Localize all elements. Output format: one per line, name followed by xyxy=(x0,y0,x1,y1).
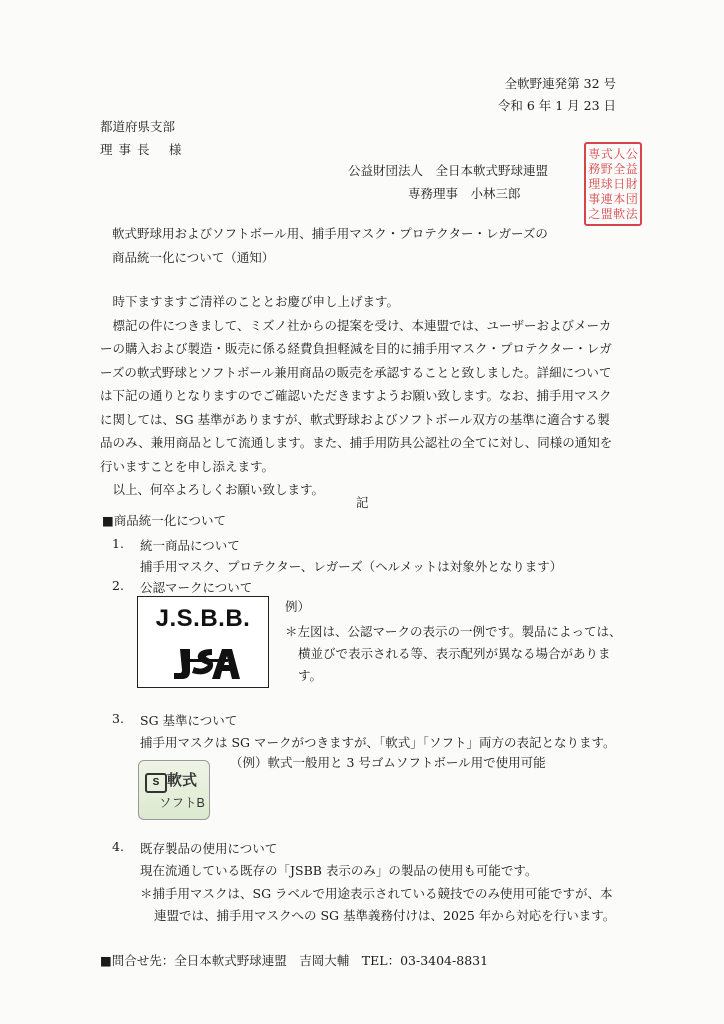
item-1-text: 捕手用マスク、プロテクター、レガーズ（ヘルメットは対象外となります） xyxy=(140,559,563,574)
contact-info: ■問合せ先：全日本軟式野球連盟 吉岡大輔 TEL：03-3404-8831 xyxy=(100,953,489,968)
seal-glyph: 盟 xyxy=(600,207,613,222)
sg-mark-icon: S xyxy=(145,773,167,793)
seal-glyph: 務 xyxy=(588,161,601,176)
item-3-number: 3. xyxy=(112,711,124,726)
seal-glyph: 軟 xyxy=(613,207,626,222)
item-3-text: 捕手用マスクは SG マークがつきますが、「軟式」「ソフト」両方の表記となります。 xyxy=(140,735,616,750)
item-1-number: 1. xyxy=(112,536,124,551)
official-seal xyxy=(584,142,642,226)
item-3-title: SG 基準について xyxy=(140,713,238,728)
seal-glyph: 益 xyxy=(625,161,638,176)
item-2-number: 2. xyxy=(112,578,124,593)
body-paragraph-1: 時下ますますご清祥のこととお慶び申し上げます。 xyxy=(100,294,400,309)
item-4-title: 既存製品の使用について xyxy=(140,841,278,856)
seal-glyph: 公 xyxy=(625,146,638,161)
sender-title: 専務理事 小林三郎 xyxy=(408,186,521,201)
item-4-text: 現在流通している既存の「JSBB 表示のみ」の製品の使用も可能です。 xyxy=(140,863,538,878)
subject xyxy=(112,222,548,270)
seal-glyph: 全 xyxy=(613,161,626,176)
body-text xyxy=(100,290,620,502)
section-heading: ■商品統一化について xyxy=(102,513,227,528)
ki-heading: 記 xyxy=(356,495,369,510)
subject-line1: 軟式野球用およびソフトボール用、捕手用マスク・プロテクター・レガーズの xyxy=(112,226,548,241)
item-2-note-line2: 横並びで表示される等、表示配列が異なる場合がありま xyxy=(298,646,611,661)
sg-label-line2: ソフトB xyxy=(159,796,205,810)
item-4-number: 4. xyxy=(112,839,124,854)
item-2-title: 公認マークについて xyxy=(140,580,253,595)
document-number: 全軟野連発第 32 号 xyxy=(504,76,616,91)
item-2-example-label: 例） xyxy=(285,599,311,614)
sg-label-line1: 軟式 xyxy=(167,771,198,789)
addressee-line1: 都道府県支部 xyxy=(100,119,176,134)
jsbb-logo xyxy=(137,596,269,688)
seal-glyph: 球 xyxy=(600,176,613,191)
jsbb-logo-text: J.S.B.B. xyxy=(155,605,251,632)
seal-glyph: 本 xyxy=(613,192,626,207)
subject-line2: 商品統一化について（通知） xyxy=(112,250,275,265)
seal-glyph: 野 xyxy=(600,161,613,176)
item-2-note-line3: す。 xyxy=(298,668,323,683)
item-4-note-line1: ＊捕手用マスクは、SG ラベルで用途表示されている競技でのみ使用可能ですが、本 xyxy=(140,886,613,901)
seal-glyph: 式 xyxy=(600,146,613,161)
seal-glyph: 人 xyxy=(613,146,626,161)
seal-glyph: 専 xyxy=(588,146,601,161)
item-1-title: 統一商品について xyxy=(140,538,240,553)
seal-glyph: 理 xyxy=(588,176,601,191)
seal-glyph: 之 xyxy=(588,207,601,222)
jsa-mark-icon xyxy=(138,597,268,687)
seal-glyph: 団 xyxy=(625,192,638,207)
seal-glyph: 財 xyxy=(625,176,638,191)
item-2-note-line1: ＊左図は、公認マークの表示の一例です。製品によっては、 xyxy=(285,624,622,639)
seal-glyph: 法 xyxy=(625,207,638,222)
body-paragraph-3: 以上、何卒よろしくお願い致します。 xyxy=(100,482,325,497)
seal-glyph: 連 xyxy=(600,192,613,207)
body-paragraph-2: 標記の件につきまして、ミズノ社からの提案を受け、本連盟では、ユーザーおよびメーカーの購入および製造・販売に係る経費負担軽減を目的に捕手用マスク・プロテクター・レガーズの軟式野球とソフトボール兼用商品の販売を承認することと致しました。詳細については下記の通りとなりますのでご確認いただきますようお願い致します。なお、捕手用マスクに関しては、SG 基準がありますが、軟式野球およびソフトボール双方の基準に適合する製品のみ、兼用商品として流通します。また、捕手用防具公認社の全てに対し、同様の通知を行いますことを申し添えます。 xyxy=(100,317,613,474)
addressee-line2: 理 事 長 様 xyxy=(100,142,183,157)
sg-label-badge xyxy=(138,760,210,820)
seal-glyph: 事 xyxy=(588,192,601,207)
document-date: 令和 6 年 1 月 23 日 xyxy=(497,98,616,113)
sender-organization: 公益財団法人 全日本軟式野球連盟 xyxy=(348,163,549,178)
item-4-note-line2: 連盟では、捕手用マスクへの SG 基準義務付けは、2025 年から対応を行います。 xyxy=(154,908,616,923)
seal-glyph: 日 xyxy=(613,176,626,191)
item-3-example: （例）軟式一般用と 3 号ゴムソフトボール用で使用可能 xyxy=(230,755,546,770)
